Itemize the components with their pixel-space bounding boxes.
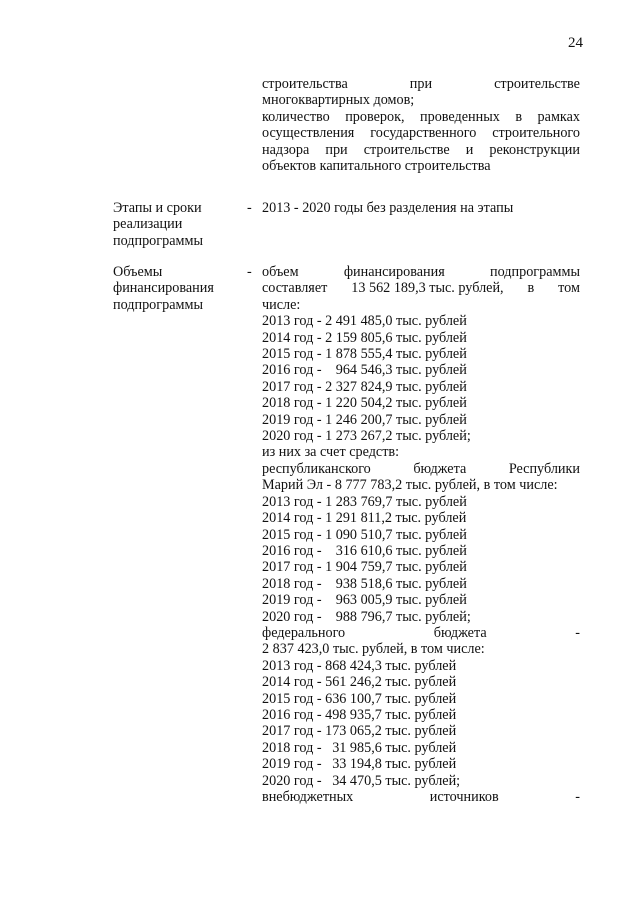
year-line: 2015 год - 1 090 510,7 тыс. рублей: [262, 526, 467, 543]
text-line: многоквартирных домов;: [262, 92, 415, 109]
stages-label: Этапы и сроки реализации подпрограммы: [113, 200, 203, 249]
justified-line: республиканского бюджета Республики: [262, 460, 580, 477]
year-line: 2013 год - 2 491 485,0 тыс. рублей: [262, 313, 467, 330]
text-line: числе:: [262, 296, 301, 313]
funding-text: [262, 264, 580, 805]
justified-line: осуществления государственного строительного: [262, 125, 580, 142]
text-line: из них за счет средств:: [262, 444, 400, 461]
row-dash: -: [247, 200, 252, 216]
year-line: 2019 год - 963 005,9 тыс. рублей: [262, 592, 467, 609]
year-line: 2019 год - 33 194,8 тыс. рублей: [262, 756, 457, 773]
year-line: 2016 год - 964 546,3 тыс. рублей: [262, 362, 467, 379]
year-line: 2017 год - 2 327 824,9 тыс. рублей: [262, 378, 467, 395]
justified-line: внебюджетных источников -: [262, 789, 580, 805]
year-line: 2020 год - 988 796,7 тыс. рублей;: [262, 608, 471, 625]
page-number: 24: [568, 35, 583, 51]
year-line: 2014 год - 2 159 805,6 тыс. рублей: [262, 329, 467, 346]
justified-line: объем финансирования подпрограммы: [262, 264, 580, 280]
year-line: 2018 год - 1 220 504,2 тыс. рублей: [262, 395, 467, 412]
year-line: 2013 год - 868 424,3 тыс. рублей: [262, 657, 457, 674]
year-line: 2015 год - 636 100,7 тыс. рублей: [262, 690, 457, 707]
year-line: 2018 год - 938 518,6 тыс. рублей: [262, 575, 467, 592]
text-line: объектов капитального строительства: [262, 158, 491, 175]
indicators-text: [262, 76, 580, 174]
year-line: 2020 год - 34 470,5 тыс. рублей;: [262, 772, 461, 789]
text-line: Марий Эл - 8 777 783,2 тыс. рублей, в том числе:: [262, 477, 558, 494]
year-line: 2019 год - 1 246 200,7 тыс. рублей: [262, 411, 467, 428]
year-line: 2020 год - 1 273 267,2 тыс. рублей;: [262, 428, 471, 445]
year-line: 2016 год - 316 610,6 тыс. рублей: [262, 542, 467, 559]
year-line: 2018 год - 31 985,6 тыс. рублей: [262, 739, 457, 756]
year-line: 2015 год - 1 878 555,4 тыс. рублей: [262, 346, 467, 363]
year-line: 2017 год - 173 065,2 тыс. рублей: [262, 723, 457, 740]
year-line: 2017 год - 1 904 759,7 тыс. рублей: [262, 559, 467, 576]
funding-label: Объемы финансирования подпрограммы: [113, 264, 214, 313]
year-line: 2013 год - 1 283 769,7 тыс. рублей: [262, 493, 467, 510]
justified-line: составляет 13 562 189,3 тыс. рублей, в том: [262, 280, 580, 297]
row-dash: -: [247, 264, 252, 280]
stages-text: 2013 - 2020 годы без разделения на этапы: [262, 200, 514, 216]
justified-line: количество проверок, проведенных в рамках: [262, 108, 580, 125]
justified-line: надзора при строительстве и реконструкции: [262, 141, 580, 158]
year-line: 2016 год - 498 935,7 тыс. рублей: [262, 706, 457, 723]
year-line: 2014 год - 1 291 811,2 тыс. рублей: [262, 510, 467, 527]
text-line: 2 837 423,0 тыс. рублей, в том числе:: [262, 641, 485, 658]
year-line: 2014 год - 561 246,2 тыс. рублей: [262, 674, 457, 691]
justified-line: строительства при строительстве: [262, 76, 580, 92]
justified-line: федерального бюджета -: [262, 624, 580, 641]
